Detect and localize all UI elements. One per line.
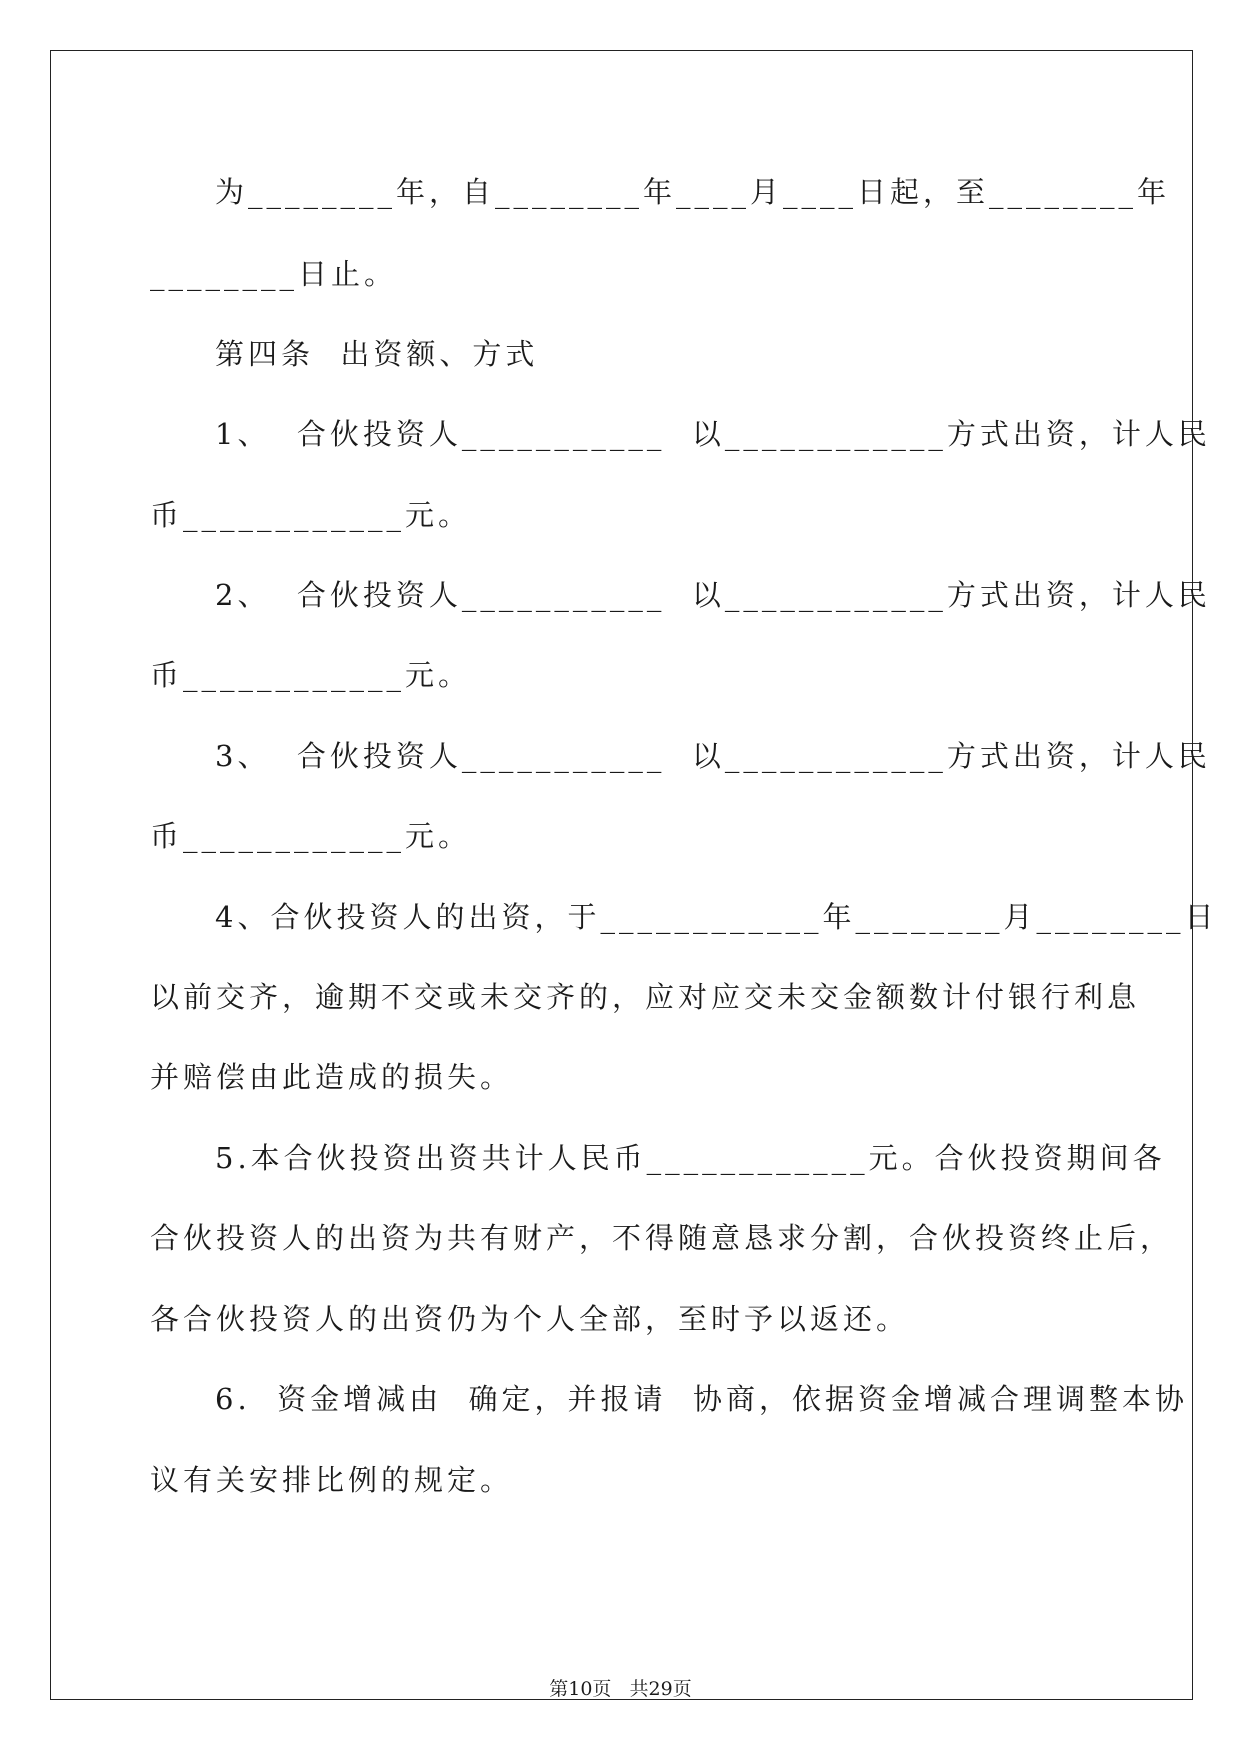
text-line-item-2-amount: 币____________元。	[150, 658, 472, 692]
text-line-term-end: ________日止。	[150, 257, 398, 291]
text-line-item-5-cont-1: 合伙投资人的出资为共有财产，不得随意恳求分割，合伙投资终止后，	[150, 1221, 1174, 1255]
text-line-item-1: 1、 合伙投资人___________ 以____________方式出资，计人民	[215, 417, 1211, 451]
text-line-item-3: 3、 合伙投资人___________ 以____________方式出资，计人民	[215, 739, 1211, 773]
text-line-item-6-cont: 议有关安排比例的规定。	[150, 1463, 514, 1497]
text-line-term: 为________年，自________年____月____日起，至________年	[215, 175, 1171, 209]
page-border	[50, 50, 1193, 1700]
text-line-item-3-amount: 币____________元。	[150, 819, 472, 853]
text-line-item-2: 2、 合伙投资人___________ 以____________方式出资，计人民	[215, 578, 1211, 612]
text-line-item-4: 4、合伙投资人的出资，于____________年________月________日	[215, 900, 1218, 934]
page-number: 第10页 共29页	[549, 1678, 692, 1700]
text-line-item-4-cont-1: 以前交齐，逾期不交或未交齐的，应对应交未交金额数计付银行利息	[150, 980, 1141, 1014]
text-line-item-6: 6. 资金增减由 确定，并报请 协商，依据资金增减合理调整本协	[215, 1382, 1188, 1416]
article-heading: 第四条 出资额、方式	[215, 337, 539, 371]
text-line-item-4-cont-2: 并赔偿由此造成的损失。	[150, 1060, 514, 1094]
text-line-item-5: 5.本合伙投资出资共计人民币____________元。合伙投资期间各	[215, 1141, 1166, 1175]
text-line-item-5-cont-2: 各合伙投资人的出资仍为个人全部，至时予以返还。	[150, 1302, 910, 1336]
text-line-item-1-amount: 币____________元。	[150, 498, 472, 532]
